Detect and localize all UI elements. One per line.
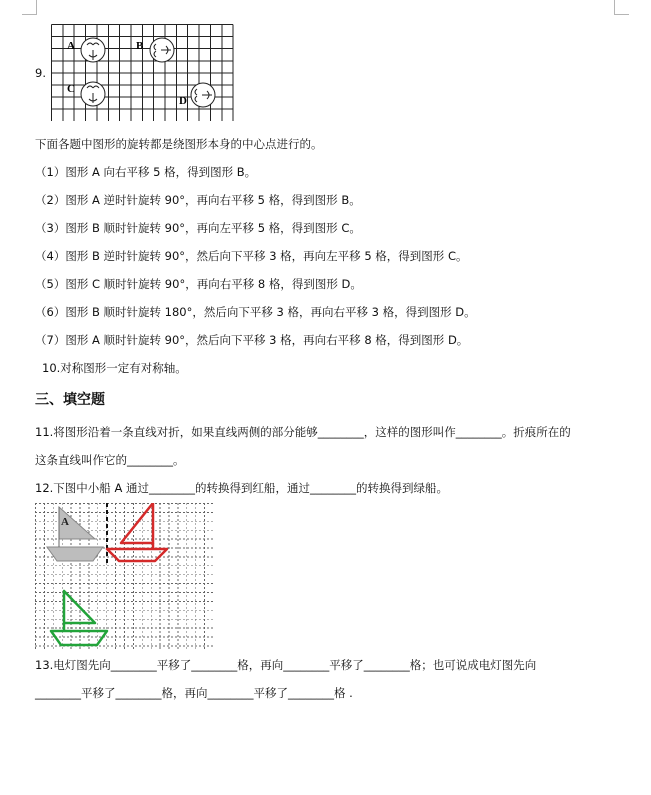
q12-boat-a (47, 507, 103, 561)
q9-shape-d (191, 83, 215, 107)
q12-text: 12.下图中小船 A 通过________的转换得到红船，通过________的转换得到绿船。 (35, 481, 448, 495)
q9-grid-figure (51, 24, 234, 122)
q9-item-6: （6）图形 B 顺时针旋转 180°，然后向下平移 3 格，再向右平移 3 格，得到图形 D。 (35, 305, 476, 319)
corner-mark-top-right (614, 0, 629, 15)
q9-label-b: B (136, 40, 144, 52)
q9-number: 9. (35, 66, 46, 80)
q10-text: 10.对称图形一定有对称轴。 (42, 361, 187, 375)
q9-item-3: （3）图形 B 顺时针旋转 90°，再向左平移 5 格，得到图形 C。 (35, 221, 361, 235)
q9-shape-c (81, 82, 105, 106)
q9-item-7: （7）图形 A 顺时针旋转 90°，然后向下平移 3 格，再向右平移 8 格，得到图形 D。 (35, 333, 469, 347)
q9-shape-b (150, 38, 174, 62)
q11-line-1: 11.将图形沿着一条直线对折，如果直线两侧的部分能够________，这样的图形叫作________。折痕所在的 (35, 425, 571, 439)
q9-item-4: （4）图形 B 逆时针旋转 90°，然后向下平移 3 格，再向左平移 5 格，得到图形 C。 (35, 249, 468, 263)
q9-label-d: D (179, 95, 187, 107)
section-3-title: 三、填空题 (35, 392, 105, 408)
q9-label-a: A (67, 40, 75, 52)
corner-mark-top-left (22, 0, 37, 15)
q13-line-2: ________平移了________格，再向________平移了________格 . (35, 686, 353, 700)
q9-intro: 下面各题中图形的旋转都是绕图形本身的中心点进行的。 (35, 137, 323, 151)
q9-label-c: C (67, 83, 75, 95)
q11-line-2: 这条直线叫作它的________。 (35, 453, 185, 467)
q12-boat-figure (35, 503, 215, 651)
q9-item-5: （5）图形 C 顺时针旋转 90°，再向右平移 8 格，得到图形 D。 (35, 277, 362, 291)
q9-shape-a (81, 38, 105, 62)
q9-item-2: （2）图形 A 逆时针旋转 90°，再向右平移 5 格，得到图形 B。 (35, 193, 361, 207)
q12-boat-label-a: A (61, 516, 69, 528)
q9-item-1: （1）图形 A 向右平移 5 格，得到图形 B。 (35, 165, 257, 179)
q13-line-1: 13.电灯图先向________平移了________格，再向________平移了________格；也可说成电灯图先向 (35, 658, 537, 672)
